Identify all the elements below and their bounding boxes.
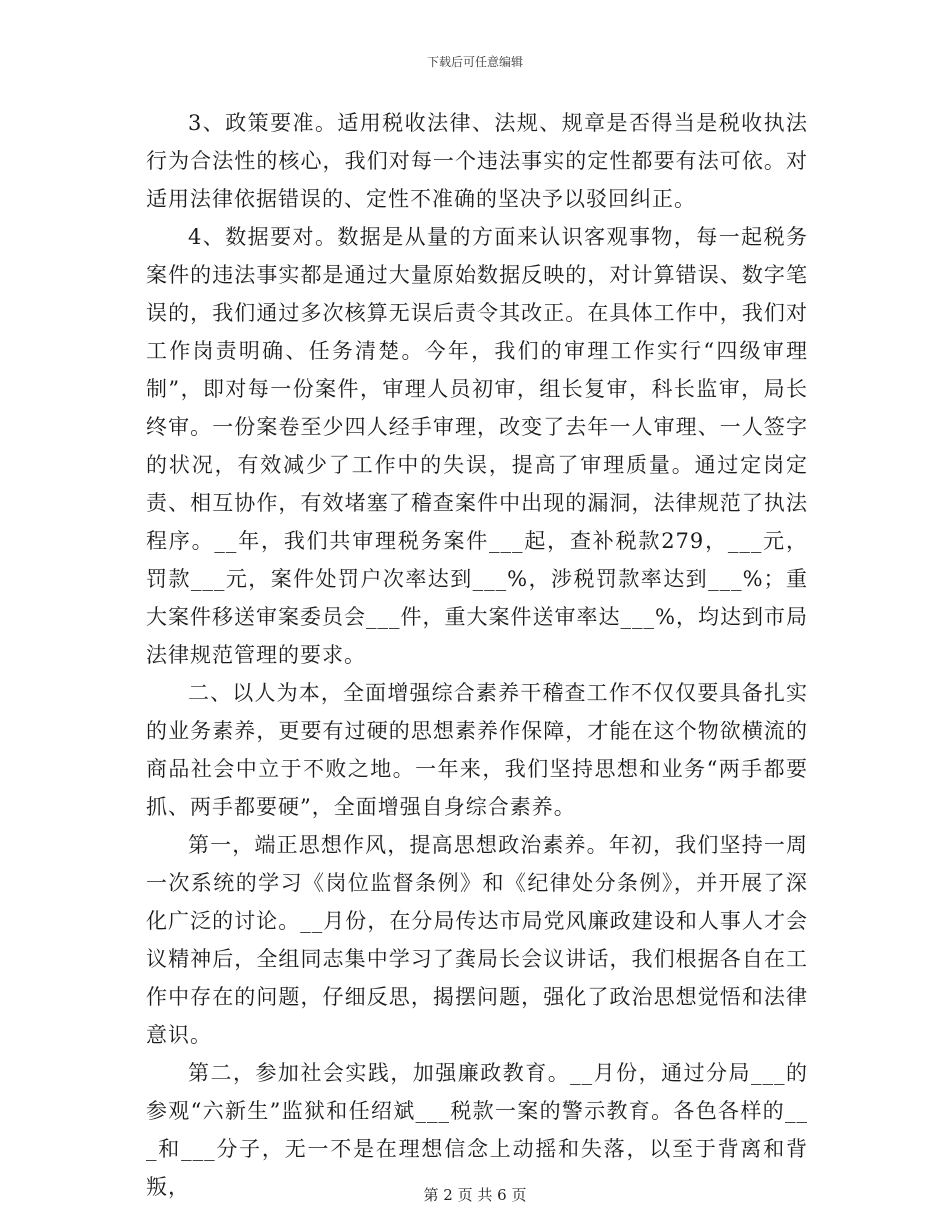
paragraph-first: 第一，端正思想作风，提高思想政治素养。年初，我们坚持一周一次系统的学习《岗位监督条例》和《纪律处分条例》，并开展了深化广泛的讨论。__月份，在分局传达市局党风廉政建设和人事人才会议精神后，全组同志集中学习了龚局长会议讲话，我们根据各自在工作中存在的问题，仔细反思，揭摆问题，强化了政治思想觉悟和法律意识。 [146,833,808,1047]
page-header: 下载后可任意编辑 [426,55,523,69]
paragraph-people-oriented: 二、以人为本，全面增强综合素养干稽查工作不仅仅要具备扎实的业务素养，更要有过硬的思想素养作保障，才能在这个物欲横流的商品社会中立于不败之地。一年来，我们坚持思想和业务“两手都要抓、两手都要硬”，全面增强自身综合素养。 [146,681,808,819]
page-footer: 第 2 页 共 6 页 [423,1186,527,1204]
paragraph-policy: 3、政策要准。适用税收法律、法规、规章是否得当是税收执法行为合法性的核心，我们对每一个违法事实的定性都要有法可依。对适用法律依据错误的、定性不准确的坚决予以驳回纠正。 [146,111,808,211]
paragraph-data: 4、数据要对。数据是从量的方面来认识客观事物，每一起税务案件的违法事实都是通过大量原始数据反映的，对计算错误、数字笔误的，我们通过多次核算无误后责令其改正。在具体工作中，我们对工作岗责明确、任务清楚。今年，我们的审理工作实行“四级审理制”，即对每一份案件，审理人员初审，组长复审，科长监审，局长终审。一份案卷至少四人经手审理，改变了去年一人审理、一人签字的状况，有效减少了工作中的失误，提高了审理质量。通过定岗定责、相互协作，有效堵塞了稽查案件中出现的漏洞，法律规范了执法程序。__年，我们共审理税务案件___起，查补税款279，___元，罚款___元，案件处罚户次率达到___%，涉税罚款率达到___%；重大案件移送审案委员会___件，重大案件送审率达___%，均达到市局法律规范管理的要求。 [146,225,808,667]
paragraph-second: 第二，参加社会实践，加强廉政教育。__月份，通过分局___的参观“六新生”监狱和任绍斌___税款一案的警示教育。各色各样的___和___分子，无一不是在理想信念上动摇和失落，以至于背离和背叛， [146,1061,808,1199]
document-body [146,104,808,1206]
